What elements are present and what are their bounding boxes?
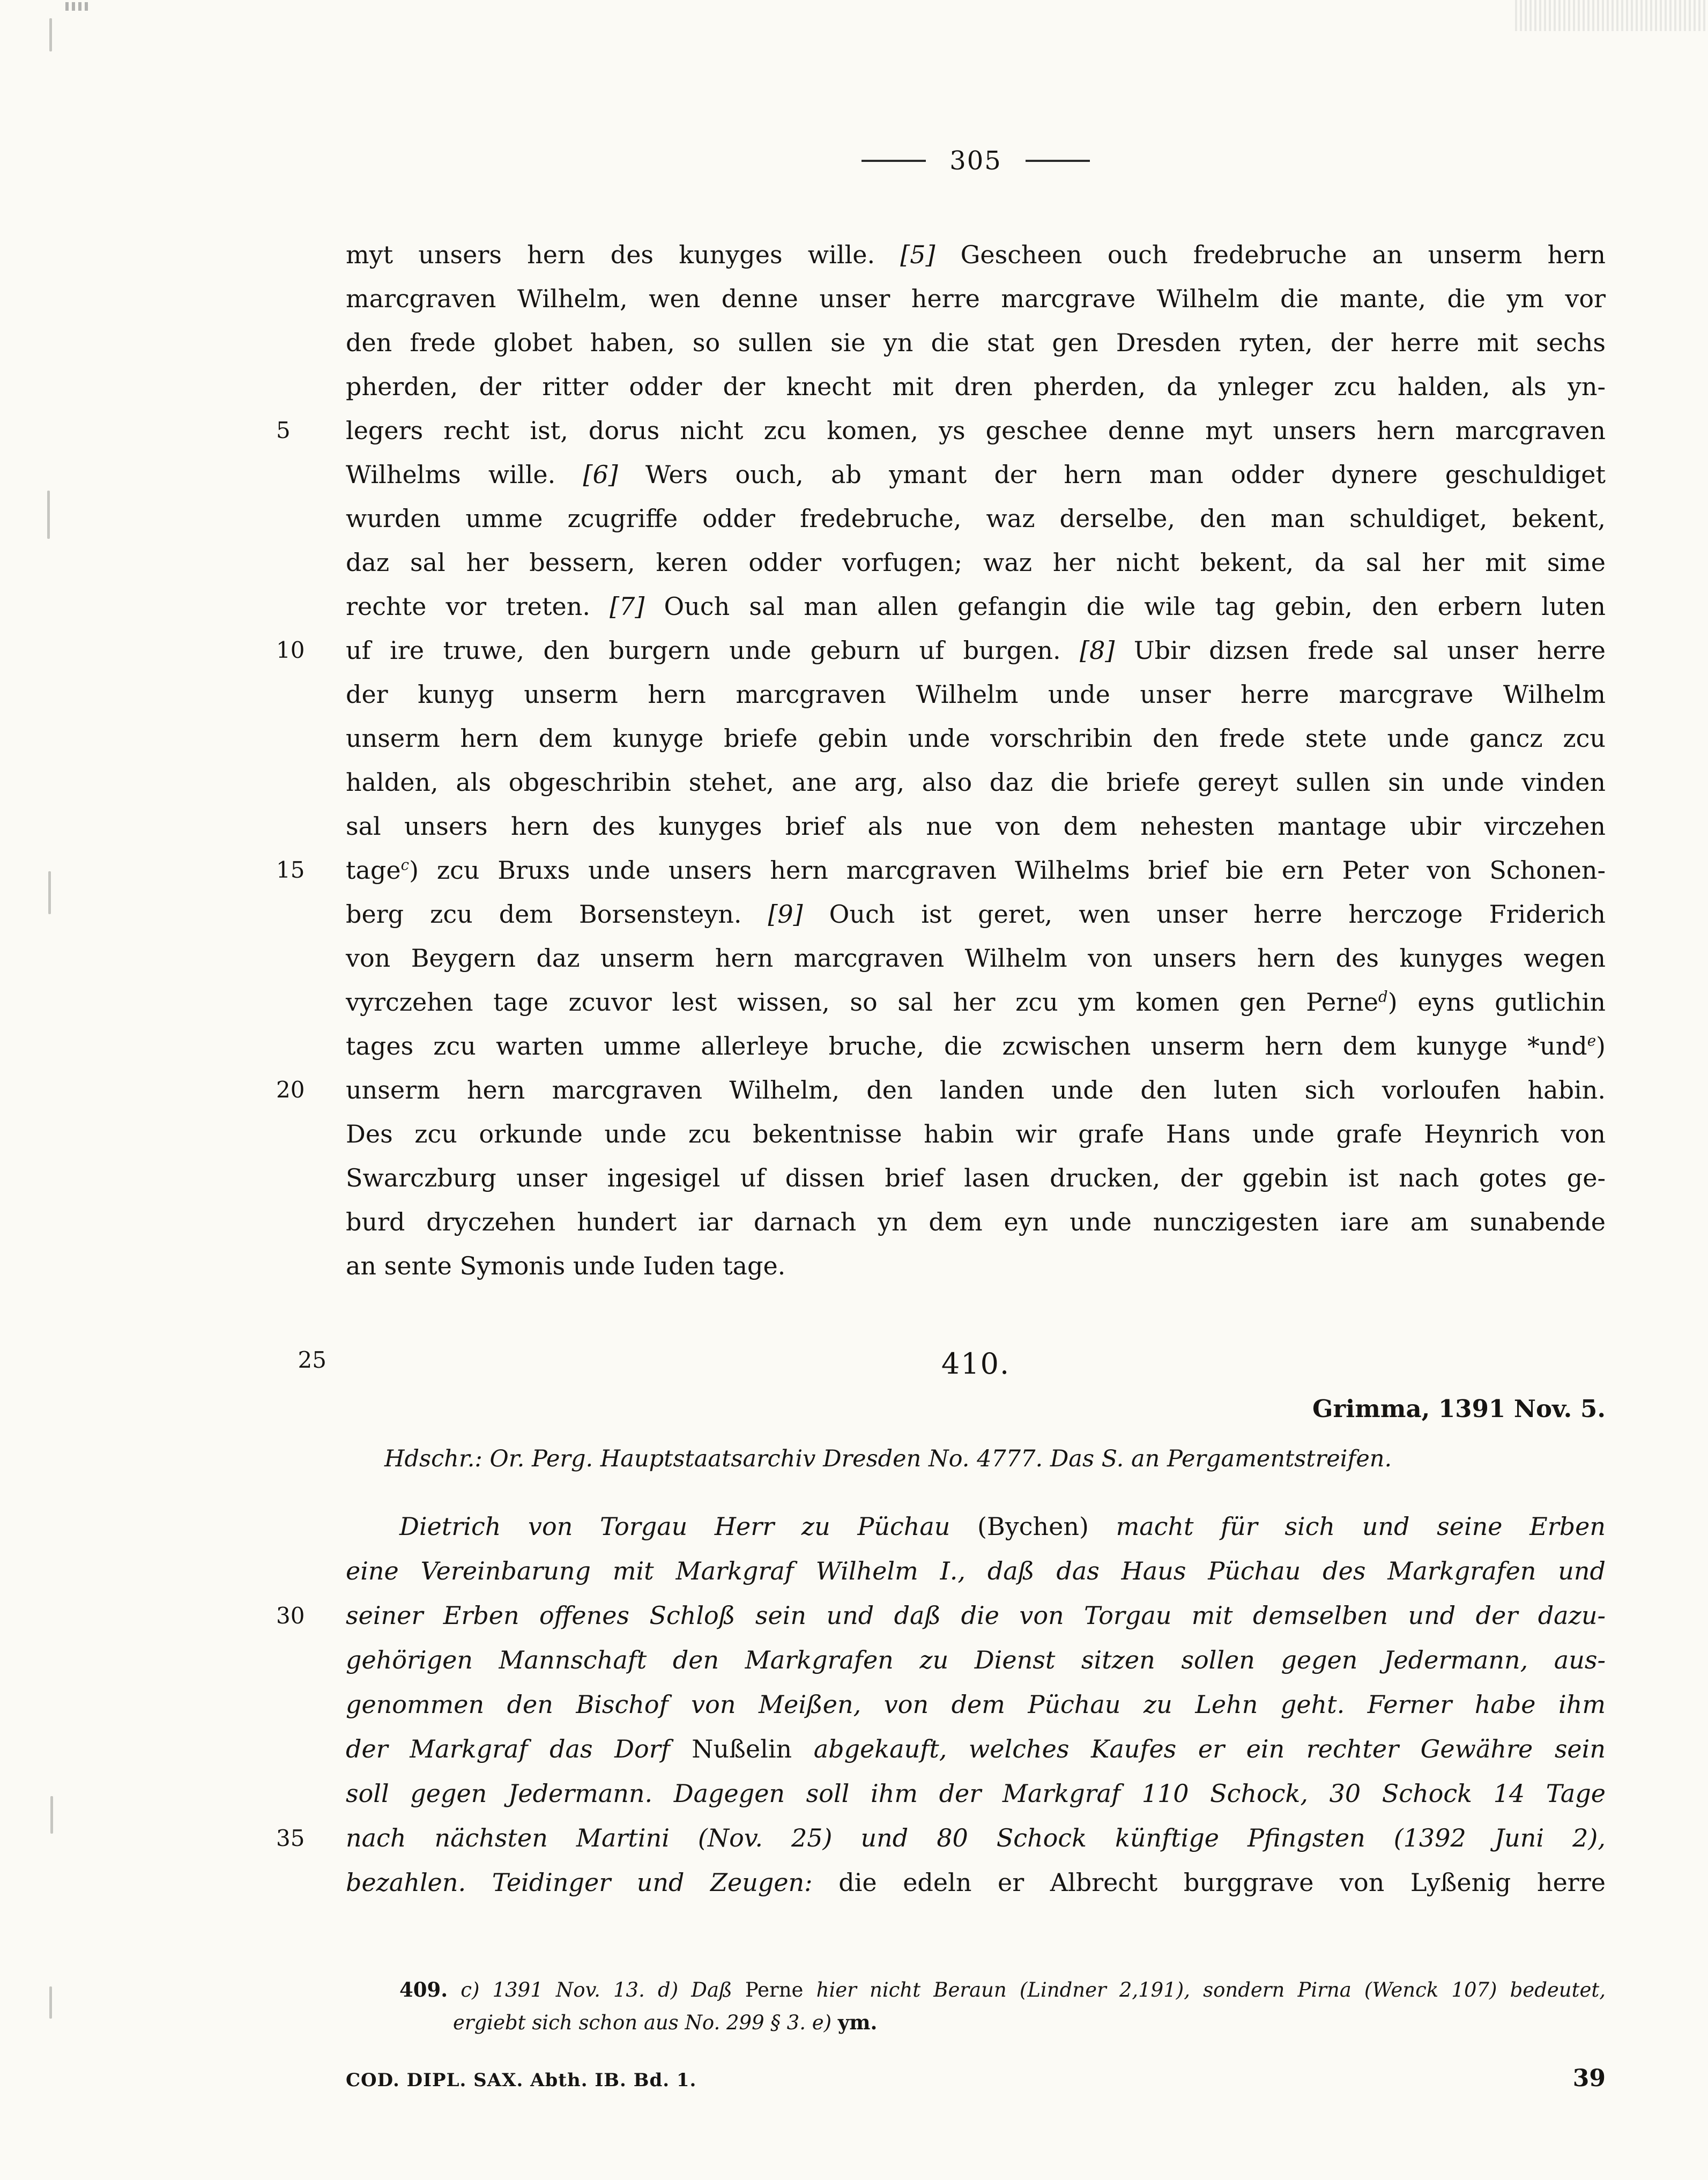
text-segment: pherden, der ritter odder der knecht mit dren pherden, da ynleger zcu halden, als yn- [346,372,1606,401]
page-number: 305 [949,146,1002,176]
text-line [346,1156,1606,1200]
text-segment: [5] [900,240,935,269]
text-segment: hier nicht Beraun (Lindner 2,191), sondern Pirna (Wenck 107) bedeutet, [803,1978,1606,2001]
text-segment: vyrczehen tage zcuvor lest wissen, so sal her zcu ym komen gen Perne [346,988,1379,1017]
text-line [346,1771,1606,1816]
text-segment: c [400,856,410,874]
text-segment: [6] [583,460,618,489]
text-segment: halden, als obgeschribin stehet, ane arg, also daz die briefe gereyt sullen sin unde vinden [346,768,1606,797]
text-segment: 409. [399,1978,448,2001]
text-segment: Perne [745,1978,804,2001]
text-segment: marcgraven Wilhelm, wen denne unser herre marcgrave Wilhelm die mante, die ym vor [346,284,1606,313]
text-line [346,1244,1606,1288]
text-segment: e [1587,1032,1596,1050]
text-segment: nach nächsten Martini (Nov. 25) und 80 Schock künftige Pfingsten (1392 Juni 2), [346,1823,1606,1852]
text-segment: sal unsers hern des kunyges brief als nue von dem nehesten mantage ubir virczehen [346,812,1606,841]
text-line [346,892,1606,936]
scan-artifact [65,2,90,11]
text-segment: abgekauft, welches Kaufes er ein rechter Gewähre sein [792,1734,1606,1763]
text-line [276,628,1606,672]
text-segment: d [1378,988,1388,1006]
text-segment: Nußelin [692,1734,792,1763]
header-rule-left [862,160,926,162]
scan-artifact [47,491,50,539]
text-segment: unserm hern dem kunyge briefe gebin unde vorschribin den frede stete unde gancz zcu [346,724,1606,753]
series-caption: COD. DIPL. SAX. Abth. IB. Bd. 1. [346,2070,697,2091]
summary-block [276,1504,1606,1905]
text-segment: Ubir dizsen frede sal unser herre [1115,636,1606,665]
text-segment: daz sal her bessern, keren odder vorfugen; waz her nicht bekent, da sal her mit sime [346,548,1606,577]
source-note: Hdschr.: Or. Perg. Hauptstaatsarchiv Dresden No. 4777. Das S. an Pergamentstreifen. [384,1445,1392,1472]
text-line [346,453,1606,496]
scan-artifact [48,871,51,914]
document-heading [298,1347,1606,1381]
margin-line-number: 25 [298,1347,326,1373]
text-segment: ) zcu Bruxs unde unsers hern marcgraven Wilhelms brief bie ern Peter von Schonen- [409,856,1606,885]
text-segment: Swarczburg unser ingesigel uf dissen brief lasen drucken, der ggebin ist nach gotes ge- [346,1163,1606,1192]
text-segment: [8] [1080,636,1115,665]
page-header [346,146,1606,176]
text-segment: den frede globet haben, so sullen sie yn die stat gen Dresden ryten, der herre mit sechs [346,328,1606,357]
text-segment: [9] [768,900,803,929]
text-line [346,672,1606,716]
margin-line-number: 5 [276,417,291,443]
text-segment: unserm hern marcgraven Wilhelm, den landen unde den luten sich vorloufen habin. [346,1076,1606,1104]
main-text-block [276,233,1606,1288]
scan-artifact [49,1986,52,2019]
text-segment: burd dryczehen hundert iar darnach yn dem eyn unde nunczigesten iare am sunabende [346,1207,1606,1236]
margin-line-number: 10 [276,637,305,663]
text-line [346,233,1606,277]
text-line [346,804,1606,848]
text-segment: an sente Symonis unde Iuden tage. [346,1251,786,1280]
text-line [346,1860,1606,1905]
text-line [276,848,1606,892]
text-line [346,540,1606,584]
text-line [346,936,1606,980]
text-line [399,1974,1606,2006]
text-line [346,760,1606,804]
text-segment: Dietrich von Torgau Herr zu Püchau [399,1512,978,1541]
page-column [276,0,1606,2092]
margin-line-number: 20 [276,1077,305,1103]
text-line [346,1682,1606,1727]
text-segment: d) Daß [658,1978,745,2001]
text-segment: wurden umme zcugriffe odder fredebruche, waz derselbe, den man schuldiget, bekent, [346,504,1606,533]
text-line [346,1549,1606,1593]
text-segment: genommen den Bischof von Meißen, von dem Püchau zu Lehn geht. Ferner habe ihm [346,1690,1606,1719]
text-line [276,1593,1606,1638]
header-rule-right [1026,160,1090,162]
text-segment: myt unsers hern des kunyges wille. [346,240,901,269]
text-segment: Wers ouch, ab ymant der hern man odder dynere geschuldiget [618,460,1606,489]
text-line [346,1638,1606,1682]
text-segment: seiner Erben offenes Schloß sein und daß die von Torgau mit demselben und der dazu- [346,1601,1606,1630]
text-segment: berg zcu dem Borsensteyn. [346,900,768,929]
text-segment: tage [346,856,401,885]
text-line [346,365,1606,409]
dateline: Grimma, 1391 Nov. 5. [1312,1395,1606,1423]
text-line [346,496,1606,540]
text-segment: ) eyns gutlichin [1387,988,1606,1017]
text-line [346,1727,1606,1771]
text-segment: (Bychen) [977,1512,1089,1541]
text-segment: e) [812,2011,838,2034]
text-line [346,1112,1606,1156]
text-line [346,980,1606,1024]
text-segment: ergiebt sich schon aus No. 299 § 3. [453,2011,812,2034]
footnote-block [399,1974,1606,2039]
text-segment: Des zcu orkunde unde zcu bekentnisse habin wir grafe Hans unde grafe Heynrich von [346,1119,1606,1148]
document-number: 410. [941,1347,1011,1381]
margin-line-number: 35 [276,1825,305,1851]
text-segment: bezahlen. Teidinger und Zeugen: [346,1868,839,1897]
text-segment: ) [1596,1032,1606,1061]
text-segment: uf ire truwe, den burgern unde geburn uf burgen. [346,636,1080,665]
text-line [346,1200,1606,1244]
text-segment: der Markgraf das Dorf [346,1734,692,1763]
text-line [399,2006,1606,2039]
text-line [346,1504,1606,1549]
text-line [276,1816,1606,1860]
text-segment: eine Vereinbarung mit Markgraf Wilhelm I., daß das Haus Püchau des Markgrafen und [346,1556,1606,1585]
text-segment: legers recht ist, dorus nicht zcu komen, ys geschee denne myt unsers hern marcgraven [346,416,1606,445]
text-segment: Ouch ist geret, wen unser herre herczoge Friderich [803,900,1606,929]
text-segment: von Beygern daz unserm hern marcgraven Wilhelm von unsers hern des kunyges wegen [346,944,1606,973]
text-line [346,321,1606,365]
text-line [346,584,1606,628]
text-segment: gehörigen Mannschaft den Markgrafen zu Dienst sitzen sollen gegen Jedermann, aus- [346,1645,1606,1674]
text-line [276,1068,1606,1112]
text-segment: tages zcu warten umme allerleye bruche, die zcwischen unserm hern dem kunyge *und [346,1032,1587,1061]
text-segment: rechte vor treten. [346,592,610,621]
margin-line-number: 15 [276,857,305,883]
text-segment: Gescheen ouch fredebruche an unserm hern [935,240,1606,269]
text-line [276,409,1606,453]
text-segment: ym. [837,2011,878,2034]
text-line [346,1024,1606,1068]
scan-artifact [49,18,52,51]
text-segment: [7] [610,592,645,621]
text-segment: der kunyg unserm hern marcgraven Wilhelm unde unser herre marcgrave Wilhelm [346,680,1606,709]
margin-line-number: 30 [276,1603,305,1629]
sheet-number: 39 [1572,2065,1606,2092]
text-segment: Ouch sal man allen gefangin die wile tag gebin, den erbern luten [644,592,1606,621]
text-segment: soll gegen Jedermann. Dagegen soll ihm der Markgraf 110 Schock, 30 Schock 14 Tage [346,1779,1606,1808]
text-segment: die edeln er Albrecht burggrave von Lyßenig herre [838,1868,1606,1897]
text-segment: c) 1391 Nov. 13. [448,1978,658,2001]
text-segment: Wilhelms wille. [346,460,583,489]
page-footer [346,2065,1606,2092]
text-line [346,716,1606,760]
text-segment: macht für sich und seine Erben [1088,1512,1606,1541]
text-line [346,277,1606,321]
scan-artifact [50,1796,53,1834]
